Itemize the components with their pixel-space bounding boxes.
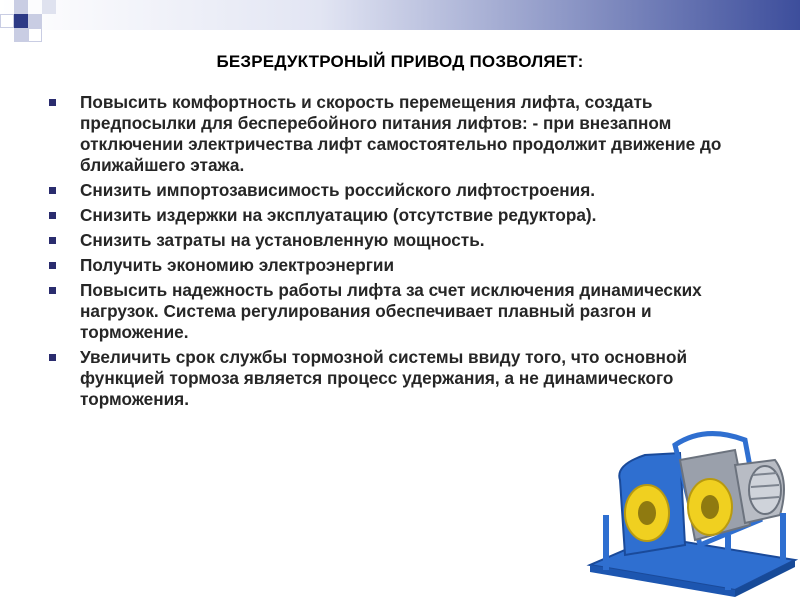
bullet-text: Повысить надежность работы лифта за счет исключения динамических нагрузок. Система регулирования обеспечивает плавный разгон и торможение.	[80, 280, 702, 342]
bullet-text: Получить экономию электроэнергии	[80, 255, 395, 275]
bullet-item	[48, 280, 748, 343]
square-bullet-icon	[49, 237, 56, 244]
slide-title: БЕЗРЕДУКТРОНЫЙ ПРИВОД ПОЗВОЛЯЕТ:	[216, 52, 584, 71]
bullet-item	[48, 230, 748, 251]
bullet-item	[48, 92, 748, 176]
header-gradient-bar	[0, 0, 800, 30]
square-bullet-icon	[49, 287, 56, 294]
gearless-drive-image	[585, 425, 800, 600]
square-bullet-icon	[49, 354, 56, 361]
bullet-item	[48, 205, 748, 226]
bullet-item	[48, 180, 748, 201]
bullet-item	[48, 255, 748, 276]
square-bullet-icon	[49, 187, 56, 194]
bullet-text: Снизить импортозависимость российского лифтостроения.	[80, 180, 596, 200]
bullet-list	[48, 92, 748, 414]
bullet-text: Снизить затраты на установленную мощность.	[80, 230, 485, 250]
corner-squares-decoration	[0, 0, 60, 60]
bullet-text: Снизить издержки на эксплуатацию (отсутствие редуктора).	[80, 205, 597, 225]
bullet-text: Увеличить срок службы тормозной системы ввиду того, что основной функцией тормоза является процесс удержания, а не динамического торможения.	[80, 347, 688, 409]
square-bullet-icon	[49, 262, 56, 269]
square-bullet-icon	[49, 99, 56, 106]
bullet-item	[48, 347, 748, 410]
square-bullet-icon	[49, 212, 56, 219]
bullet-text: Повысить комфортность и скорость перемещения лифта, создать предпосылки для бесперебойного питания лифтов: - при внезапном отключении электричества лифт самостоятельно продолжит движение до ближайшего этажа.	[80, 92, 722, 175]
